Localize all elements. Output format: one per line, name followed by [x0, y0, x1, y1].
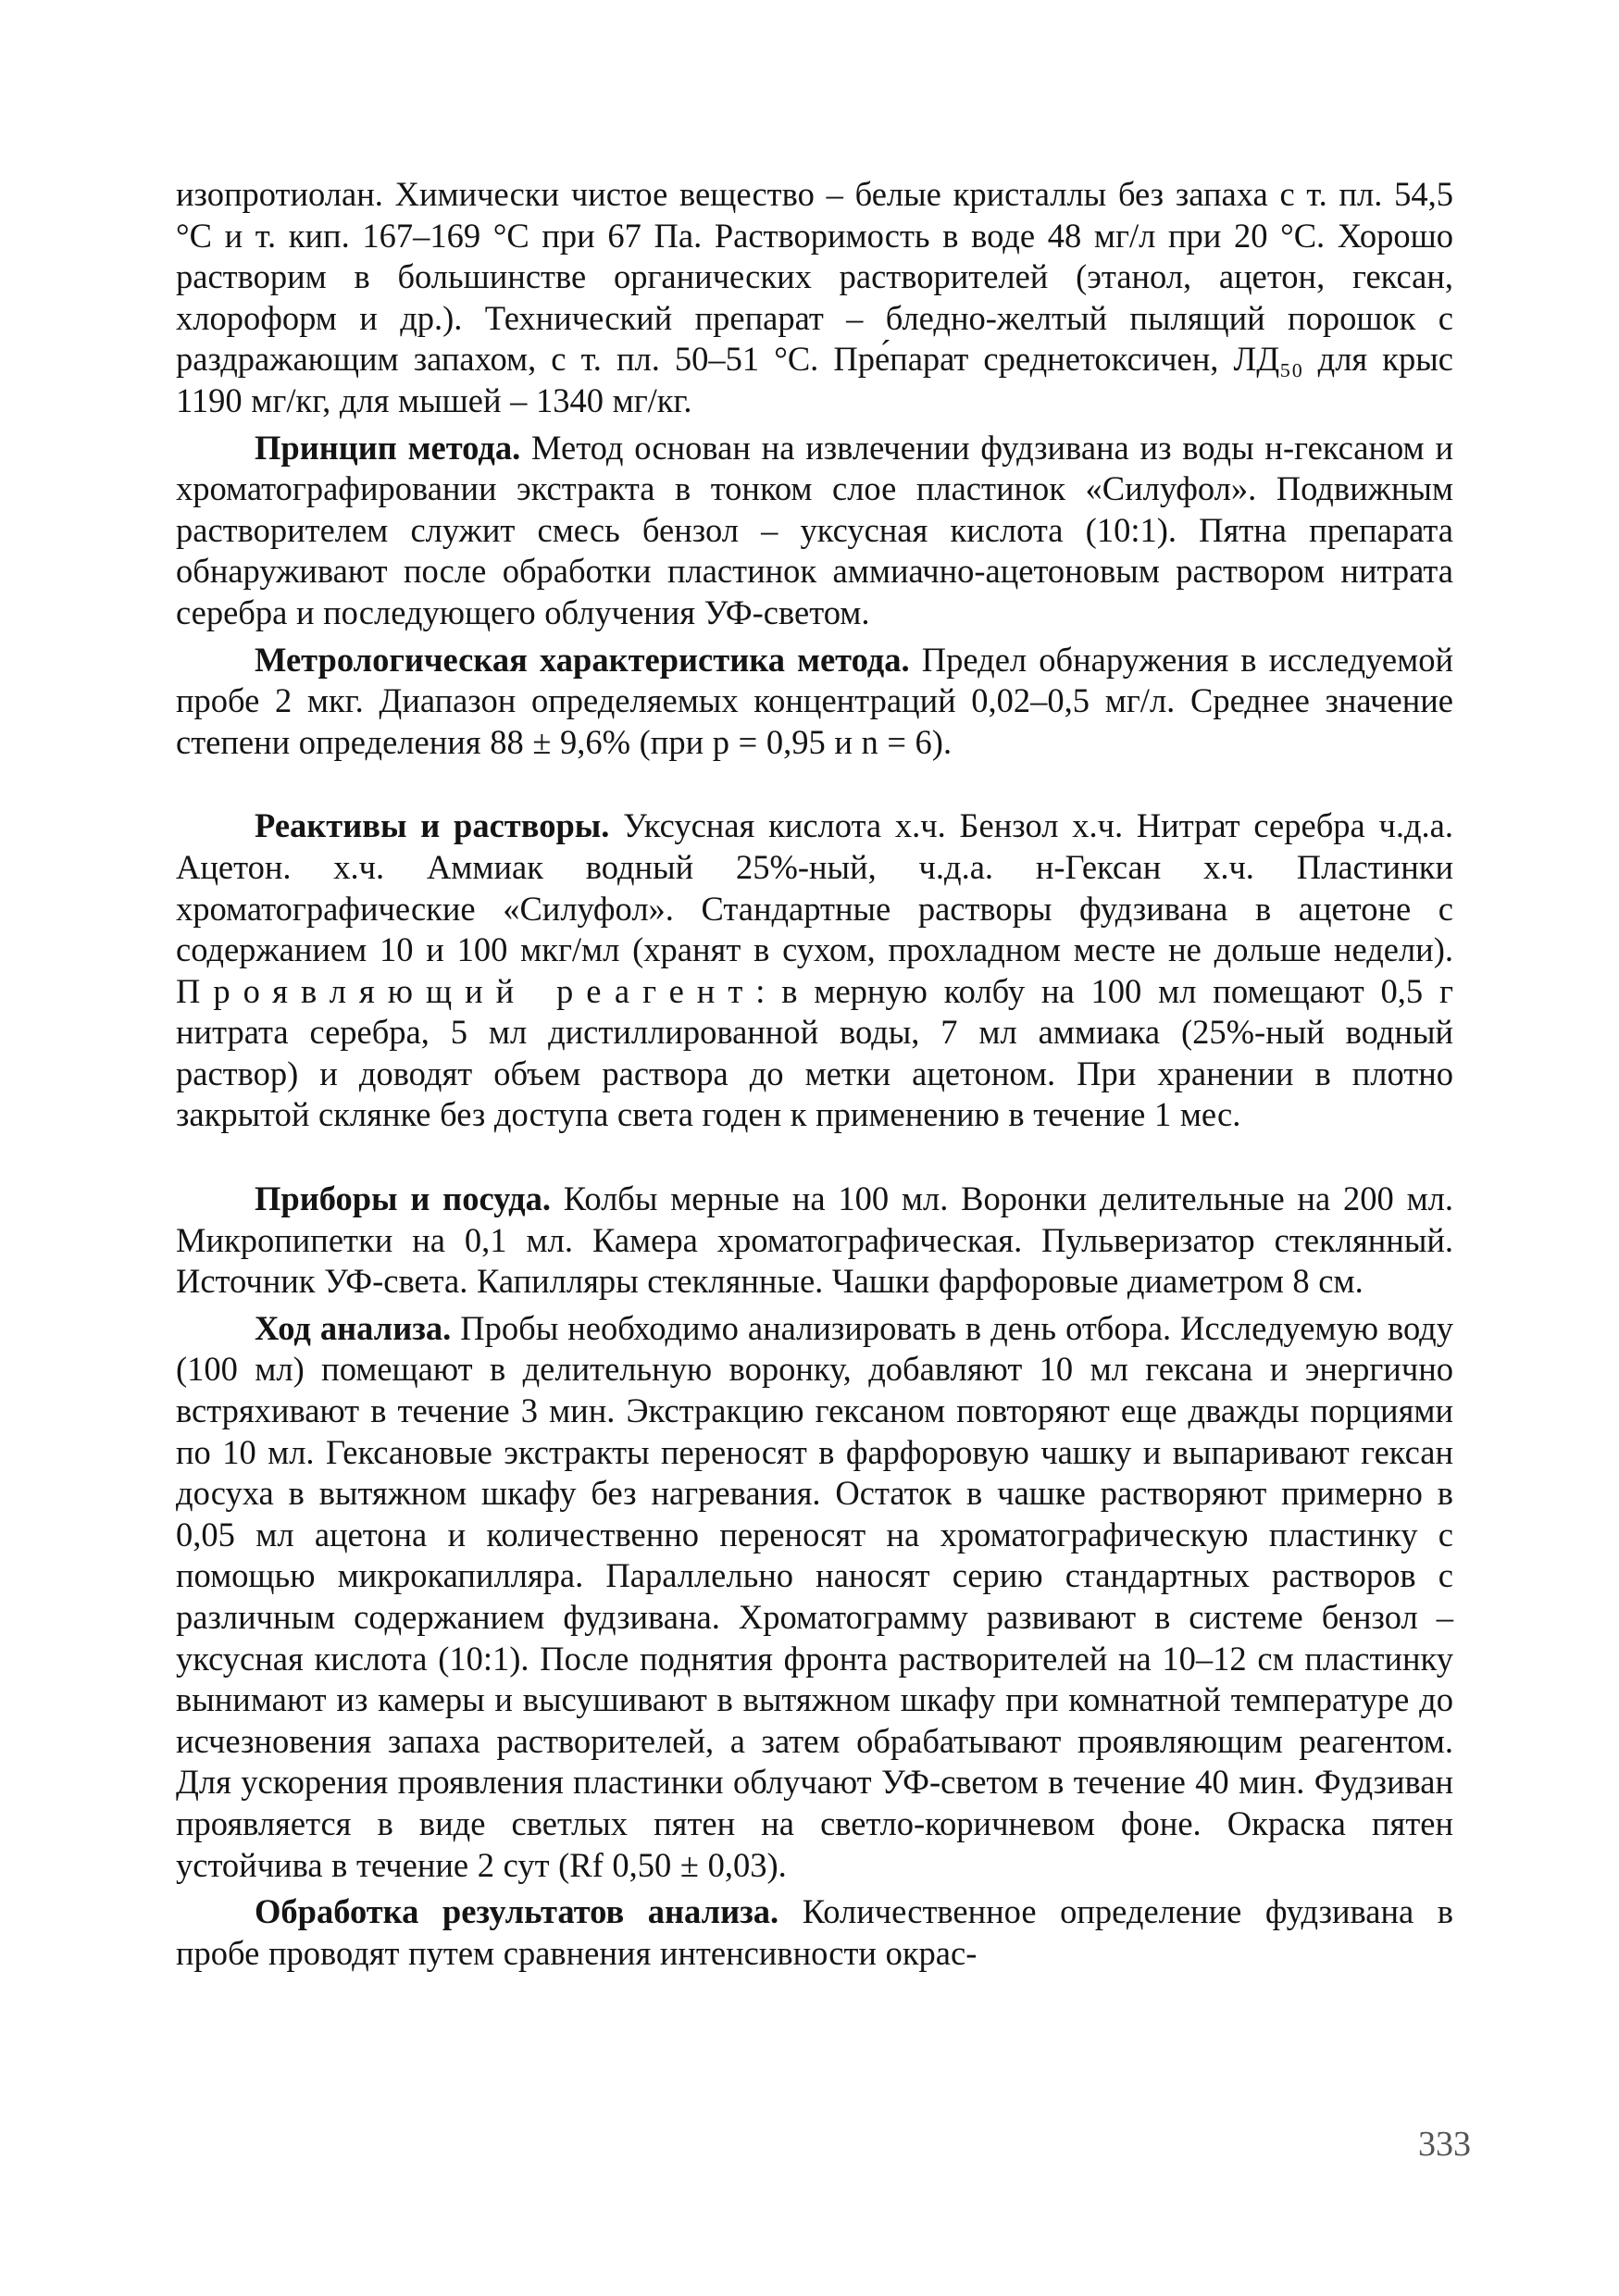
paragraph-text: Предел обнаружения в исследуемой пробе 2 мкг. Диапазон определяемых концентраций 0,02–0,5 мг/л. Среднее значение степени определения 88 ± 9,6% (при p = 0,95 и n = 6). [176, 640, 1453, 761]
paragraph-substance-properties [176, 174, 1453, 422]
section-heading: Реактивы и растворы. [255, 806, 610, 845]
section-heading: Метрологическая характеристика метода. [255, 640, 910, 679]
paragraph-text: Колбы мерные на 100 мл. Воронки делительные на 200 мл. Микропипетки на 0,1 мл. Камера хроматографическая. Пульверизатор стеклянный. Источник УФ-света. Капилляры стеклянные. Чашки фарфоровые диаметром 8 см. [176, 1179, 1454, 1301]
section-heading: Приборы и посуда. [255, 1179, 551, 1218]
section-heading: Принцип метода. [255, 428, 521, 467]
paragraph-results-processing [176, 1891, 1453, 1974]
paragraph-text: Пробы необходимо анализировать в день отбора. Исследуемую воду (100 мл) помещают в делительную воронку, добавляют 10 мл гексана и энергично встряхивают в течение 3 мин. Экстракцию гексаном повторяют еще дважды порциями по 10 мл. Гексановые экстракты переносят в фарфоровую чашку и выпаривают гексан досуха в вытяжном шкафу без нагревания. Остаток в чашке растворяют примерно в 0,05 мл ацетона и количественно переносят на хроматографическую пластинку с помощью микрокапилляра. Параллельно наносят серию стандартных растворов с различным содержанием фудзивана. Хроматограмму развивают в системе бензол – уксусная кислота (10:1). После поднятия фронта растворителей на 10–12 см пластинку вынимают из камеры и высушивают в вытяжном шкафу при комнатной температуре до исчезновения запаха растворителей, а затем обрабатывают проявляющим реагентом. Для ускорения проявления пластинки облучают УФ-светом в течение 40 мин. Фудзиван проявляется в виде светлых пятен на светло-коричневом фоне. Окраска пятен устойчива в течение 2 сут (Rf 0,50 ± 0,03). [176, 1308, 1453, 1884]
paragraph-text: Количественное определение фудзивана в пробе проводят путем сравнения интенсивности окрас- [176, 1892, 1453, 1972]
paragraph-text: Уксусная кислота х.ч. Бензол х.ч. Нитрат серебра ч.д.а. Ацетон. х.ч. Аммиак водный 25%-ный, ч.д.а. н-Гексан х.ч. Пластинки хроматографические «Силуфол». Стандартные растворы фудзивана в ацетоне с содержанием 10 и 100 мкг/мл (хранят в сухом, прохладном месте не дольше недели). [176, 806, 1453, 969]
paragraph-text: : в мерную колбу на 100 мл помещают 0,5 г нитрата серебра, 5 мл дистиллированной воды, 7 мл аммиака (25%-ный водный раствор) и доводят объем раствора до метки ацетоном. При хранении в плотно закрытой склянке без доступа света годен к применению в течение 1 мес. [176, 971, 1454, 1134]
section-heading: Ход анализа. [255, 1308, 452, 1347]
paragraph-reagents [176, 805, 1453, 1136]
page-number: 333 [1418, 2125, 1471, 2164]
section-heading: Обработка результатов анализа. [255, 1892, 779, 1931]
paragraph-method-principle [176, 428, 1453, 634]
paragraph-equipment [176, 1179, 1453, 1303]
paragraph-text: изопротиолан. Химически чистое вещество – белые кристаллы без запаха с т. пл. 54,5 °С и т. кип. 167–169 °С при 67 Па. Растворимость в воде 48 мг/л при 20 °С. Хорошо растворим в большинстве органических растворителей (этанол, ацетон, гексан, хлороформ и др.). Технический препарат – бледно-желтый пылящий порошок с раздражающим запахом, с т. пл. 50–51 °С. Пре́парат среднетоксичен, ЛД₅₀ для крыс 1190 мг/кг, для мышей – 1340 мг/кг. [176, 175, 1453, 419]
paragraph-text: Метод основан на извлечении фудзивана из воды н-гексаном и хроматографировании экстракта в тонком слое пластинок «Силуфол». Подвижным растворителем служит смесь бензол – уксусная кислота (10:1). Пятна препарата обнаруживают после обработки пластинок аммиачно-ацетоновым раствором нитрата серебра и последующего облучения УФ-светом. [176, 428, 1453, 631]
text-column [176, 174, 1453, 1974]
spaced-term: Проявляющий реагент [176, 971, 756, 1010]
paragraph-analysis-procedure [176, 1308, 1453, 1886]
paragraph-metrology [176, 640, 1453, 764]
